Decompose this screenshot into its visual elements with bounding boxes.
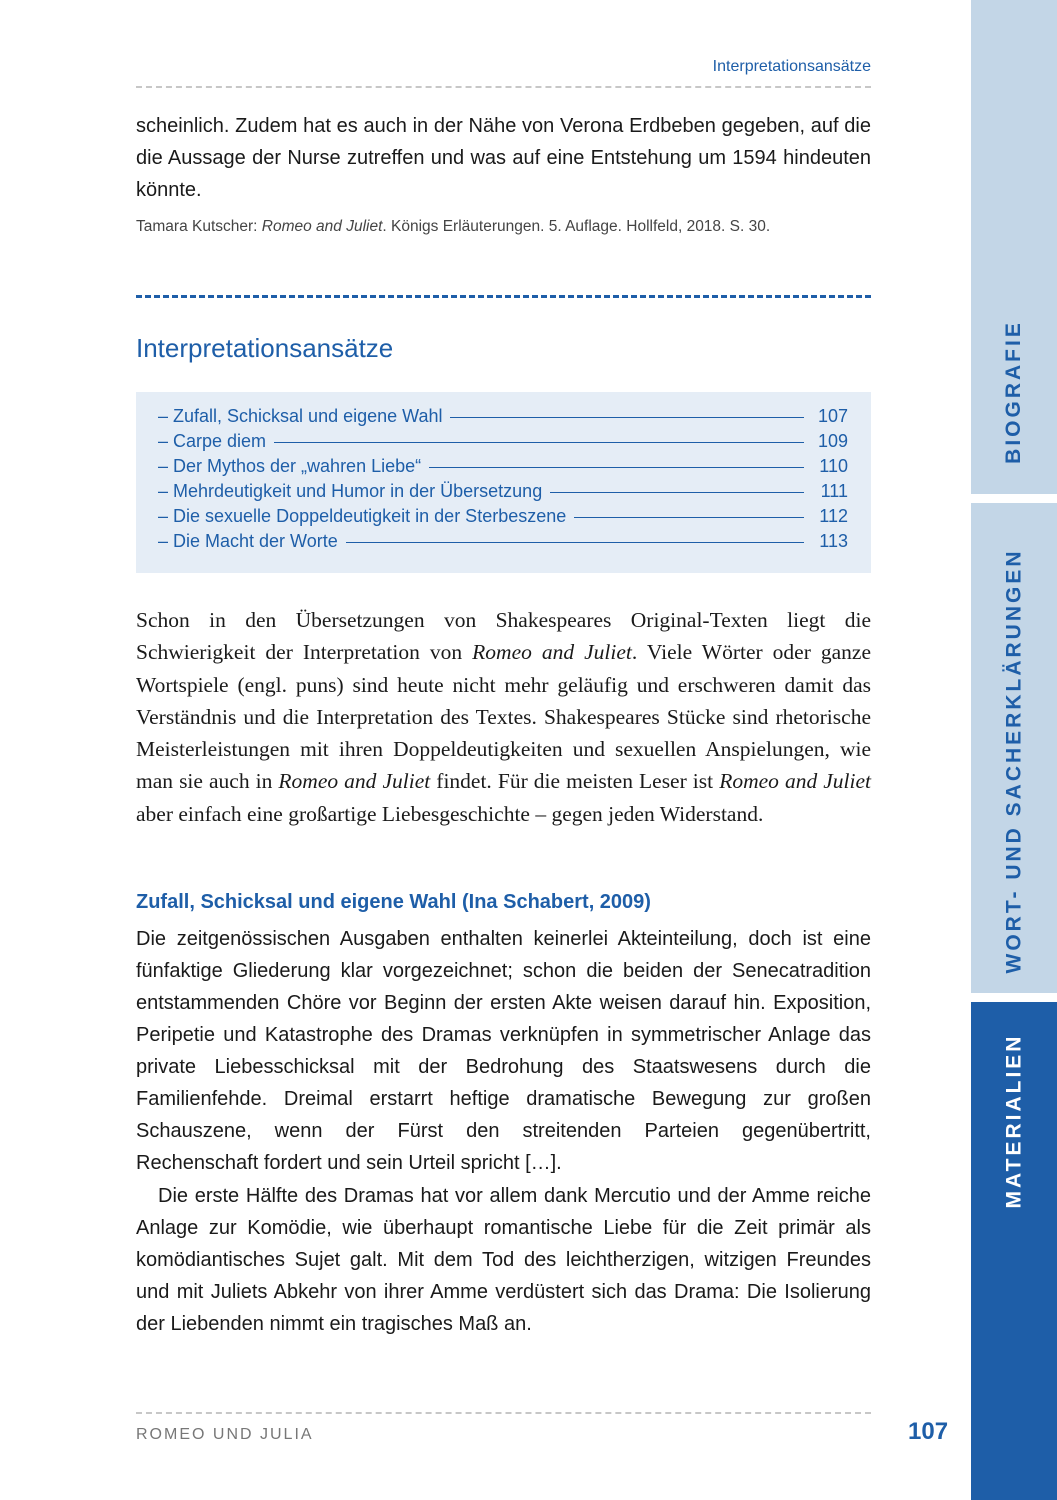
intro-text: . Viele Wörter oder ganze Wortspiele (engl. puns) sind heute nicht mehr geläufig und erschweren damit das Verständnis und die Interpretation des Textes. Shakespeares Stücke sind rhetorische Meisterleistungen mit ihren Doppeldeutigkeiten und sexuellen Anspielungen, wie man sie auch in: [136, 640, 871, 794]
work-title: Romeo and Juliet: [719, 769, 871, 794]
header-divider: [136, 86, 871, 88]
chapter-sidebar: [971, 0, 1057, 1500]
tab-label: MATERIALIEN: [1002, 1033, 1025, 1209]
toc-item[interactable]: [158, 456, 848, 481]
toc-leader: [346, 542, 804, 543]
toc-page: 113: [819, 531, 848, 551]
toc-page: 110: [819, 456, 848, 476]
tab-label: WORT- UND SACHERKLÄRUNGEN: [1002, 548, 1025, 973]
table-of-contents: [136, 392, 871, 573]
toc-item[interactable]: [158, 431, 848, 456]
toc-item[interactable]: [158, 531, 848, 556]
toc-page: 109: [817, 431, 848, 451]
citation: [136, 218, 871, 236]
citation-author: Tamara Kutscher:: [136, 218, 262, 235]
toc-leader: [429, 467, 804, 468]
quote-paragraph: Die erste Hälfte des Dramas hat vor allem dank Mercutio und der Amme reiche Anlage zur Komödie, wie überhaupt romantische Liebe für die Zeit primär als komödiantisches Sujet galt. Mit dem Tod des leichtherzigen, witzigen Freundes und mit Juliets Abkehr von ihrer Amme verdüstert sich das Drama: Die Isolierung der Liebenden nimmt ein tragisches Maß an.: [136, 1185, 871, 1335]
section-divider: [136, 295, 871, 298]
toc-label: – Carpe diem: [158, 431, 267, 451]
toc-item[interactable]: [158, 406, 848, 431]
toc-label: – Zufall, Schicksal und eigene Wahl: [158, 406, 443, 426]
tab-biografie[interactable]: [971, 0, 1057, 494]
intro-paragraph: [136, 604, 871, 830]
work-title: Romeo and Juliet: [472, 640, 632, 665]
section-heading: Interpretationsansätze: [136, 333, 394, 363]
toc-page: 112: [819, 506, 848, 526]
intro-text: findet. Für die meisten Leser ist: [430, 769, 720, 794]
continued-paragraph: scheinlich. Zudem hat es auch in der Nähe von Verona Erdbeben gegeben, auf die die Aussage der Nurse zutreffen und was auf eine Entstehung um 1594 hindeuten könnte.: [136, 115, 871, 201]
intro-text: aber einfach eine großartige Liebesgeschichte – gegen jeden Widerstand.: [136, 801, 764, 826]
citation-work: Romeo and Juliet: [261, 218, 383, 235]
toc-leader: [450, 417, 804, 418]
toc-label: – Die Macht der Worte: [158, 531, 338, 551]
toc-label: – Die sexuelle Doppeldeutigkeit in der Sterbeszene: [158, 506, 567, 526]
toc-leader: [274, 442, 804, 443]
tab-wort-und-sacherklaerungen[interactable]: [971, 503, 1057, 993]
tab-label: BIOGRAFIE: [1002, 320, 1026, 464]
toc-label: – Der Mythos der „wahren Liebe“: [158, 456, 422, 476]
toc-leader: [550, 492, 804, 493]
toc-label: – Mehrdeutigkeit und Humor in der Übersetzung: [158, 481, 543, 501]
work-title: Romeo and Juliet: [278, 769, 431, 794]
citation-details: . Königs Erläuterungen. 5. Auflage. Hollfeld, 2018. S. 30.: [382, 218, 771, 235]
running-header: Interpretationsansätze: [712, 58, 871, 75]
toc-item[interactable]: [158, 506, 848, 531]
page-number: 107: [908, 1418, 949, 1445]
toc-page: 111: [820, 481, 848, 501]
book-title: ROMEO UND JULIA: [136, 1426, 314, 1443]
toc-page: 107: [817, 406, 848, 426]
toc-leader: [574, 517, 804, 518]
toc-item[interactable]: [158, 481, 848, 506]
subsection-heading: Zufall, Schicksal und eigene Wahl (Ina Schabert, 2009): [136, 891, 651, 913]
quote-paragraph: Die zeitgenössischen Ausgaben enthalten keinerlei Akteinteilung, doch ist eine fünfaktige Gliederung klar vorgezeichnet; schon die beiden der Senecatradition entstammenden Chöre vor Beginn der ersten Akte weisen darauf hin. Exposition, Peripetie und Katastrophe des Dramas verknüpfen in symmetrischer Anlage das private Liebesschicksal mit der Bedrohung des Staatswesens durch die Familienfehde. Dreimal erstarrt heftige dramatische Bewegung zur großen Schauszene, wenn der Fürst den streitenden Parteien gegenübertritt, Rechenschaft fordert und sein Urteil spricht […].: [136, 928, 871, 1174]
footer-divider: [136, 1412, 871, 1414]
intro-text: Schon in den Übersetzungen von Shakespeares Original-Texten liegt die Schwierigkeit der Interpretation von: [136, 608, 871, 665]
tab-materialien[interactable]: [971, 1002, 1057, 1500]
